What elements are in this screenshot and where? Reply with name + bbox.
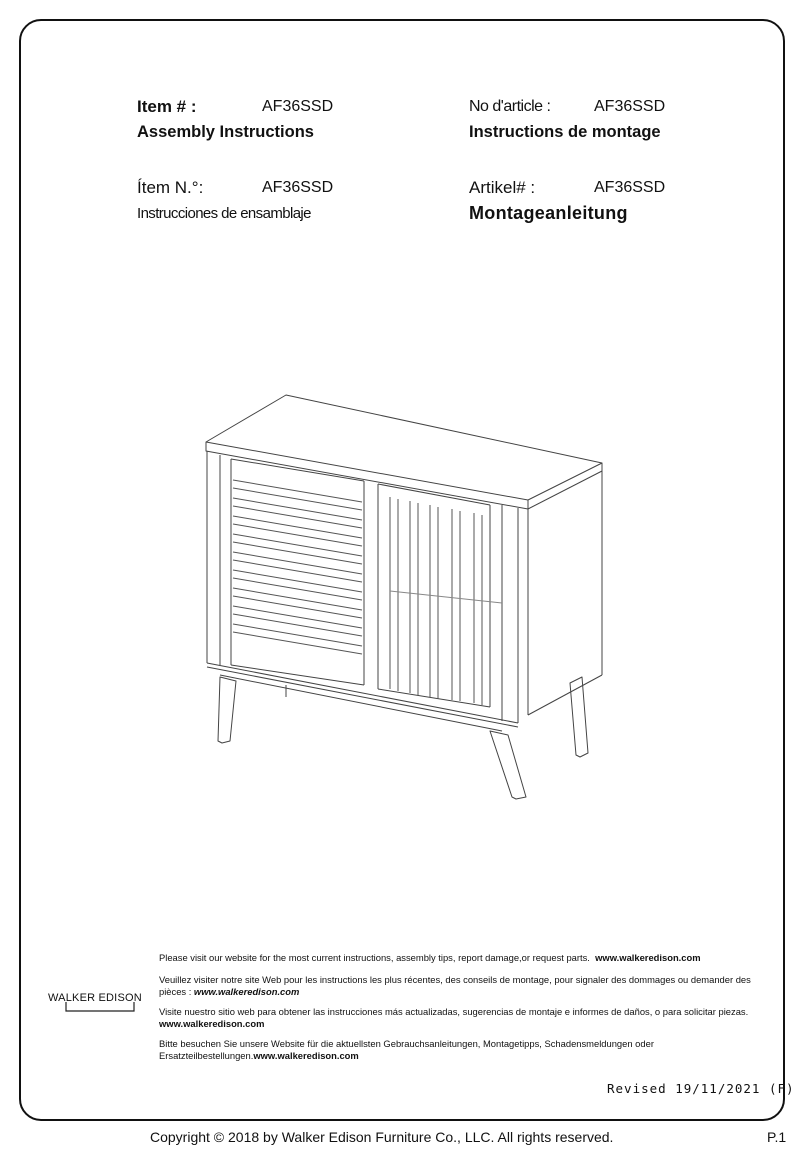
footer-text-en xyxy=(159,952,771,964)
logo-text: WALKER EDISON xyxy=(48,992,142,1004)
logo-bracket-icon xyxy=(48,988,152,1018)
footer-url-fr[interactable]: www.walkeredison.com xyxy=(193,986,300,997)
footer-text-fr xyxy=(159,974,771,998)
footer-url-de[interactable]: www.walkeredison.com xyxy=(253,1050,359,1061)
title-en: Assembly Instructions xyxy=(137,123,314,141)
footer-text-de-body: Bitte besuchen Sie unsere Website für die aktuellsten Gebrauchsanleitungen, Montagetipps, Schadensmeldungen oder Ersatzteilbestellungen. xyxy=(159,1038,654,1061)
item-label-es: Ítem N.°: xyxy=(137,178,204,197)
item-value-es: AF36SSD xyxy=(262,179,334,196)
item-label-de: Artikel# : xyxy=(469,178,536,197)
footer-text-en-body: Please visit our website for the most current instructions, assembly tips, report damage,or request parts. xyxy=(159,952,590,963)
item-value-fr: AF36SSD xyxy=(594,98,666,115)
item-label-fr: No d'article : xyxy=(469,98,551,115)
title-fr: Instructions de montage xyxy=(469,123,661,141)
revision-date: Revised 19/11/2021 (F) xyxy=(607,1081,795,1096)
item-label-en: Item # : xyxy=(137,97,197,116)
walker-edison-logo xyxy=(48,988,152,1018)
footer-text-es-body: Visite nuestro sitio web para obtener las instrucciones más actualizadas, sugerencias de montaje e informes de daños, o para solicitar piezas. xyxy=(159,1006,749,1017)
copyright-notice: Copyright © 2018 by Walker Edison Furniture Co., LLC. All rights reserved. xyxy=(150,1129,614,1145)
page-number: P.1 xyxy=(767,1129,787,1145)
footer-text-fr-body: Veuillez visiter notre site Web pour les instructions les plus récentes, des conseils de montage, pour signaler des dommages ou demander des pièces : xyxy=(159,974,751,997)
footer-url-en[interactable]: www.walkeredison.com xyxy=(595,952,701,963)
footer-text-de xyxy=(159,1038,771,1062)
footer-text-es xyxy=(159,1006,771,1030)
title-es: Instrucciones de ensamblaje xyxy=(137,205,311,222)
title-de: Montageanleitung xyxy=(469,203,628,223)
item-value-en: AF36SSD xyxy=(262,98,334,115)
cabinet-illustration xyxy=(190,385,620,805)
footer-url-es[interactable]: www.walkeredison.com xyxy=(159,1018,265,1029)
item-value-de: AF36SSD xyxy=(594,179,666,196)
